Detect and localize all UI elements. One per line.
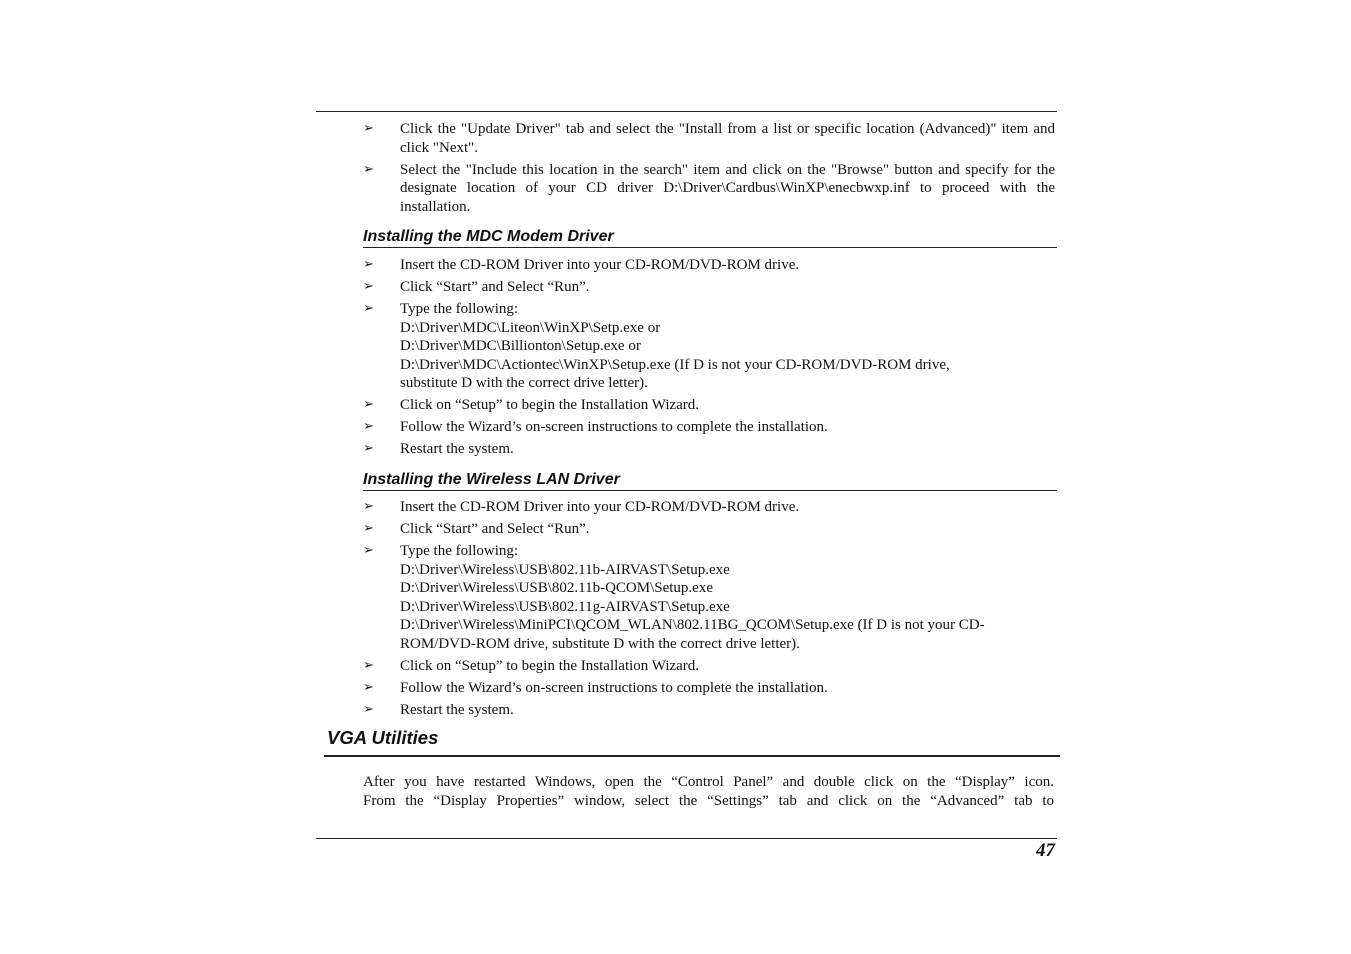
wlan-list (363, 498, 1055, 719)
page-number: 47 (1036, 840, 1055, 861)
step-text: Click the "Update Driver" tab and select the "Install from a list or specific location (Advanced)" item and click "Next". (400, 121, 1055, 156)
list-item (363, 120, 1055, 157)
step-text: Insert the CD-ROM Driver into your CD-ROM/DVD-ROM drive. (400, 257, 800, 273)
intro-list (363, 120, 1055, 216)
arrow-bullet-icon: ➢ (363, 441, 374, 456)
list-item (363, 440, 1055, 459)
step-text: Follow the Wizard’s on-screen instructions to complete the installation. (400, 419, 828, 435)
step-text: Click “Start” and Select “Run”. (400, 521, 590, 537)
wlan-section-heading: Installing the Wireless LAN Driver (363, 470, 1057, 491)
arrow-bullet-icon: ➢ (363, 121, 374, 136)
list-item (363, 300, 1055, 393)
mdc-list (363, 256, 1055, 459)
list-item (363, 701, 1055, 720)
vga-section-heading: VGA Utilities (324, 727, 1060, 757)
arrow-bullet-icon: ➢ (363, 301, 374, 316)
arrow-bullet-icon: ➢ (363, 279, 374, 294)
step-line: Type the following: (400, 543, 519, 559)
step-text: Click on “Setup” to begin the Installation Wizard. (400, 397, 700, 413)
step-text: Insert the CD-ROM Driver into your CD-ROM/DVD-ROM drive. (400, 499, 800, 515)
step-text: Select the "Include this location in the search" item and click on the "Browse" button and specify for the designate location of your CD driver D:\Driver\Cardbus\WinXP\enecbwxp.inf to proceed with the installation. (400, 161, 1055, 215)
arrow-bullet-icon: ➢ (363, 397, 374, 412)
list-item (363, 278, 1055, 297)
list-item (363, 396, 1055, 415)
step-line: Type the following: (400, 301, 519, 317)
mdc-section-heading: Installing the MDC Modem Driver (363, 227, 1057, 248)
wlan-steps (363, 498, 1055, 723)
step-line: substitute D with the correct drive letter). (400, 375, 648, 391)
step-text: Click “Start” and Select “Run”. (400, 279, 590, 295)
footer-rule (316, 838, 1057, 839)
arrow-bullet-icon: ➢ (363, 701, 374, 717)
list-item (363, 679, 1055, 698)
arrow-bullet-icon: ➢ (363, 657, 374, 673)
vga-paragraph-line-1: After you have restarted Windows, open the “Control Panel” and double click on the “Display” icon. (363, 774, 1054, 790)
step-text: Restart the system. (400, 441, 514, 457)
arrow-bullet-icon: ➢ (363, 161, 374, 177)
list-item (363, 657, 1055, 676)
arrow-bullet-icon: ➢ (363, 419, 374, 434)
arrow-bullet-icon: ➢ (363, 257, 374, 272)
intro-steps (363, 120, 1055, 220)
driver-path: D:\Driver\Wireless\USB\802.11g-AIRVAST\Setup.exe (400, 598, 730, 615)
list-item (363, 256, 1055, 275)
list-item (363, 498, 1055, 517)
list-item (363, 161, 1055, 217)
driver-path: D:\Driver\MDC\Liteon\WinXP\Setp.exe or (400, 319, 661, 336)
list-item (363, 418, 1055, 437)
list-item (363, 520, 1055, 539)
step-text: Click on “Setup” to begin the Installation Wizard. (400, 657, 700, 674)
step-line: ROM/DVD-ROM drive, substitute D with the correct drive letter). (400, 635, 800, 652)
step-text: Follow the Wizard’s on-screen instructions to complete the installation. (400, 679, 828, 696)
mdc-steps (363, 256, 1055, 462)
driver-path: D:\Driver\Wireless\USB\802.11b-QCOM\Setup.exe (400, 580, 713, 596)
driver-path: D:\Driver\MDC\Actiontec\WinXP\Setup.exe (If D is not your CD-ROM/DVD-ROM drive, (400, 356, 950, 373)
step-text: Restart the system. (400, 701, 514, 718)
header-rule (316, 111, 1057, 112)
list-item (363, 542, 1055, 653)
arrow-bullet-icon: ➢ (363, 679, 374, 695)
arrow-bullet-icon: ➢ (363, 521, 374, 536)
driver-path: D:\Driver\Wireless\USB\802.11b-AIRVAST\Setup.exe (400, 561, 730, 578)
arrow-bullet-icon: ➢ (363, 499, 374, 514)
arrow-bullet-icon: ➢ (363, 543, 374, 558)
driver-path: D:\Driver\Wireless\MiniPCI\QCOM_WLAN\802.11BG_QCOM\Setup.exe (If D is not your CD- (400, 617, 985, 633)
vga-paragraph-line-2: From the “Display Properties” window, select the “Settings” tab and click on the “Advanced” tab to (363, 792, 1054, 809)
driver-path: D:\Driver\MDC\Billionton\Setup.exe or (400, 338, 641, 354)
